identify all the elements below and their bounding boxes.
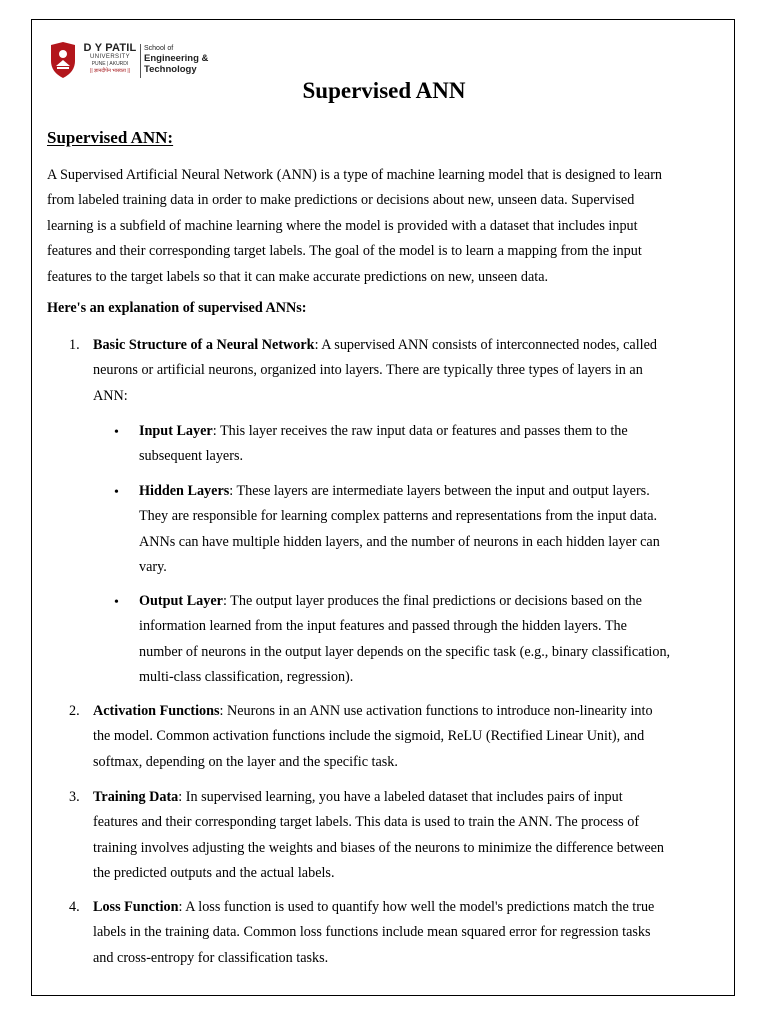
item-text: labels in the training data. Common loss functions include mean squared error for regression tasks bbox=[93, 924, 651, 941]
item-text: features and their corresponding target labels. This data is used to train the ANN. The process of bbox=[93, 814, 640, 831]
item-text: the predicted outputs and the actual labels. bbox=[93, 865, 335, 882]
bullet-icon: • bbox=[114, 485, 119, 500]
item-text: ANN: bbox=[93, 387, 128, 404]
item-text: neurons or artificial neurons, organized into layers. There are typically three types of layers in an bbox=[93, 362, 643, 379]
item-text: training involves adjusting the weights and biases of the neurons to minimize the difference between bbox=[93, 839, 665, 856]
bullet-hidden-layers bbox=[139, 479, 733, 581]
intro-paragraph bbox=[47, 163, 727, 290]
item-text: : A supervised ANN consists of interconnected nodes, called bbox=[314, 337, 657, 353]
item-text: softmax, depending on the layer and the specific task. bbox=[93, 753, 398, 770]
university-motto: || ज्ञानदीपेन भास्वता || bbox=[90, 68, 130, 74]
bullet-text: information learned from the input features and passed through the hidden layers. The bbox=[139, 618, 627, 635]
intro-line: features to the target labels so that it can make accurate predictions on new, unseen data. bbox=[47, 268, 549, 285]
university-name-block bbox=[82, 42, 138, 74]
school-name-block bbox=[144, 45, 208, 75]
bullet-text: : These layers are intermediate layers between the input and output layers. bbox=[229, 483, 650, 499]
list-item-activation-functions bbox=[93, 699, 733, 775]
university-sub: UNIVERSITY bbox=[89, 54, 130, 60]
intro-line: A Supervised Artificial Neural Network (ANN) is a type of machine learning model that is designed to learn bbox=[47, 167, 663, 183]
school-line-3: Technology bbox=[144, 64, 197, 75]
list-number: 2. bbox=[69, 703, 80, 719]
list-number: 1. bbox=[69, 337, 80, 353]
list-item-basic-structure bbox=[93, 333, 733, 409]
bullet-text: vary. bbox=[139, 559, 167, 576]
university-location: PUNE | AKURDI bbox=[91, 61, 129, 67]
bullet-icon: • bbox=[114, 425, 119, 440]
item-text: : In supervised learning, you have a labeled dataset that includes pairs of input bbox=[178, 789, 623, 805]
shield-emblem-icon bbox=[48, 41, 78, 79]
list-item-loss-function bbox=[93, 895, 733, 971]
item-text: the model. Common activation functions include the sigmoid, ReLU (Rectified Linear Unit), and bbox=[93, 728, 645, 745]
page-title: Supervised ANN bbox=[302, 78, 466, 103]
bullet-term: Hidden Layers bbox=[139, 483, 230, 499]
bullet-term: Input Layer bbox=[139, 423, 213, 439]
explanation-heading: Here's an explanation of supervised ANNs: bbox=[47, 300, 307, 316]
university-logo bbox=[48, 41, 218, 83]
item-term: Loss Function bbox=[93, 899, 179, 915]
bullet-term: Output Layer bbox=[139, 593, 223, 609]
bullet-output-layer bbox=[139, 589, 733, 691]
intro-line: learning is a subfield of machine learning where the model is provided with a dataset that includes input bbox=[47, 217, 638, 234]
list-number: 4. bbox=[69, 899, 80, 915]
item-term: Basic Structure of a Neural Network bbox=[93, 337, 315, 353]
item-term: Training Data bbox=[93, 789, 179, 805]
bullet-text: ANNs can have multiple hidden layers, and the number of neurons in each hidden layer can bbox=[139, 533, 660, 550]
section-heading: Supervised ANN: bbox=[47, 128, 174, 147]
bullet-text: : The output layer produces the final predictions or decisions based on the bbox=[222, 593, 642, 609]
bullet-text: subsequent layers. bbox=[139, 448, 244, 465]
school-line-1: School of bbox=[144, 45, 174, 52]
list-number: 3. bbox=[69, 789, 80, 805]
item-term: Activation Functions bbox=[93, 703, 220, 719]
item-text: and cross-entropy for classification tasks. bbox=[93, 949, 329, 966]
logo-divider bbox=[140, 44, 141, 78]
item-text: : Neurons in an ANN use activation functions to introduce non-linearity into bbox=[219, 703, 653, 719]
intro-line: features and their corresponding target labels. The goal of the model is to learn a mapping from the input bbox=[47, 243, 642, 260]
bullet-input-layer bbox=[139, 419, 733, 470]
bullet-text: : This layer receives the raw input data or features and passes them to the bbox=[212, 423, 628, 439]
bullet-text: number of neurons in the output layer depends on the specific task (e.g., binary classification, bbox=[139, 643, 671, 660]
university-name: D Y PATIL bbox=[83, 42, 137, 54]
school-line-2: Engineering & bbox=[144, 53, 209, 64]
bullet-icon: • bbox=[114, 595, 119, 610]
item-text: : A loss function is used to quantify how well the model's predictions match the true bbox=[178, 899, 655, 915]
intro-line: from labeled training data in order to make predictions or decisions about new, unseen data. Supervised bbox=[47, 192, 635, 209]
bullet-text: They are responsible for learning complex patterns and representations from the input data. bbox=[139, 508, 658, 525]
bullet-text: multi-class classification, regression). bbox=[139, 669, 354, 686]
list-item-training-data bbox=[93, 785, 733, 887]
